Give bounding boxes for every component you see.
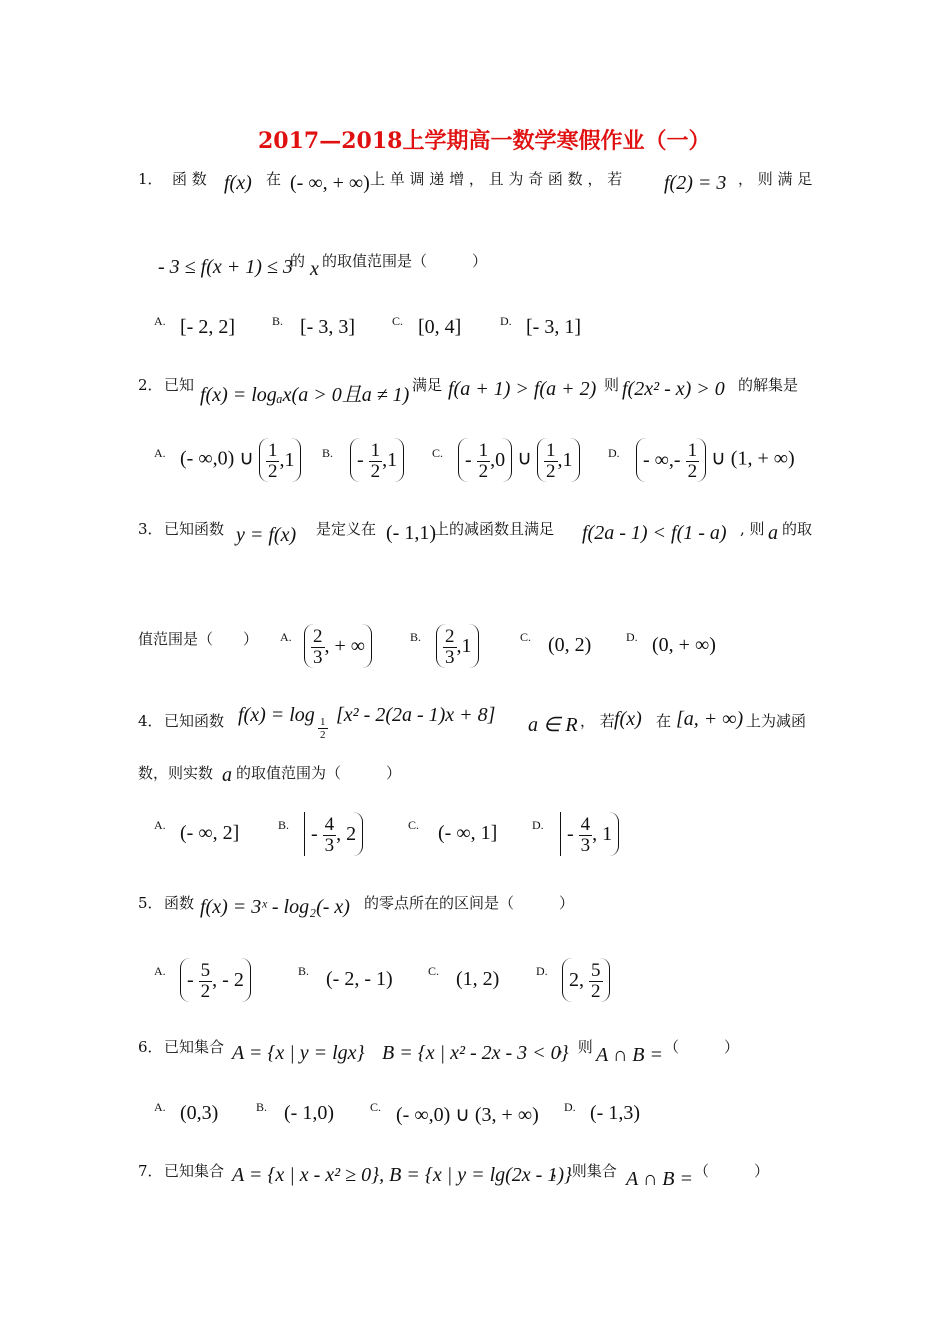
q5-option-d-label: D.: [536, 964, 548, 978]
q7-intersection: A ∩ B =: [626, 1168, 694, 1190]
q2-option-c[interactable]: - $\frac{1}{2}$ ,0 ∪ $\frac{1}{2}$ ,1: [458, 438, 580, 482]
q3-option-a-label: A.: [280, 630, 292, 644]
q6-option-b-label: B.: [256, 1100, 268, 1114]
q6-option-c-label: C.: [370, 1100, 382, 1114]
q5-option-c[interactable]: (1, 2): [456, 968, 500, 990]
q4-interval: [a, + ∞): [676, 708, 744, 730]
q4-option-c[interactable]: (- ∞, 1]: [438, 822, 498, 844]
q5-option-a-label: A.: [154, 964, 166, 978]
q3-y: y = f(x): [236, 524, 297, 546]
q2-option-c-label: C.: [432, 446, 444, 460]
q1-option-b-label: B.: [272, 314, 284, 328]
q1-text: 上 单 调 递 增 ， 且 为 奇 函 数 ， 若: [370, 170, 623, 188]
q7-number: 7．: [138, 1162, 163, 1180]
q1-inequality: - 3 ≤ f(x + 1) ≤ 3: [158, 256, 293, 278]
q2-text: 满足: [412, 376, 443, 394]
q5-text: 函数: [164, 894, 195, 912]
q5-option-d[interactable]: 2, $\frac{5}{2}$: [562, 958, 610, 1002]
q6-set-b: B = {x | x² - 2x - 3 < 0}: [382, 1042, 569, 1064]
q1-option-b[interactable]: [- 3, 3]: [300, 316, 355, 338]
q6-paren: （ ）: [664, 1038, 740, 1056]
q6-option-b[interactable]: (- 1,0): [284, 1102, 334, 1124]
q1-interval: (- ∞, + ∞): [290, 172, 370, 194]
q4-option-d-label: D.: [532, 818, 544, 832]
q5-text: 的零点所在的区间是（ ）: [364, 894, 575, 912]
q6-option-d[interactable]: (- 1,3): [590, 1102, 640, 1124]
q3-text: 值范围是（ ）: [138, 630, 259, 648]
q3-a: a: [768, 522, 778, 544]
q6-text: 已知集合: [164, 1038, 225, 1056]
q4-a-in-r: a ∈ R: [528, 714, 578, 736]
q5-number: 5．: [138, 894, 163, 912]
q1-number: 1．: [138, 170, 163, 188]
q3-text: 上的减函数且满足: [434, 520, 555, 538]
q6-number: 6．: [138, 1038, 163, 1056]
q1-option-a-label: A.: [154, 314, 166, 328]
q4-text: 数，则实数: [138, 764, 214, 782]
q4-text: 上为减函: [746, 712, 807, 730]
q6-option-c[interactable]: (- ∞,0) ∪ (3, + ∞): [396, 1104, 539, 1126]
q2-option-a[interactable]: (- ∞,0) ∪ $\frac{1}{2}$ ,1: [180, 438, 301, 482]
q4-text: ， 若: [580, 712, 615, 730]
q3-option-c-label: C.: [520, 630, 532, 644]
q3-option-b[interactable]: $\frac{2}{3}$ ,1: [436, 624, 479, 668]
q2-fdef: f(x) = logₐx(a > 0且a ≠ 1): [200, 384, 410, 406]
q4-log-base: $\frac{1}{2}$: [320, 716, 326, 741]
q1-text: 的取值范围是（ ）: [322, 252, 488, 270]
q2-option-d-label: D.: [608, 446, 620, 460]
q4-option-d[interactable]: - $\frac{4}{3}$ , 1: [560, 812, 619, 856]
q7-paren: （ ）: [694, 1162, 770, 1180]
q5-fdef: f(x) = 3ˣ - log₂(- x): [200, 896, 350, 918]
q6-set-a: A = {x | y = lgx}: [232, 1042, 365, 1064]
q2-expression: f(2x² - x) > 0: [622, 378, 725, 400]
q1-text: 在: [266, 170, 282, 188]
q4-argument: [x² - 2(2a - 1)x + 8]: [336, 704, 496, 726]
q1-text: 函 数: [172, 170, 207, 188]
q4-option-b-label: B.: [278, 818, 290, 832]
q2-option-b[interactable]: - $\frac{1}{2}$ ,1: [350, 438, 404, 482]
q3-option-c[interactable]: (0, 2): [548, 634, 592, 656]
q2-number: 2．: [138, 376, 163, 394]
q1-option-c[interactable]: [0, 4]: [418, 316, 462, 338]
q2-text: 则: [604, 376, 620, 394]
q5-option-b-label: B.: [298, 964, 310, 978]
q5-option-b[interactable]: (- 2, - 1): [326, 968, 393, 990]
q3-text: , 则: [740, 520, 765, 538]
q2-option-d[interactable]: - ∞,- $\frac{1}{2}$ ∪ (1, + ∞): [636, 438, 795, 482]
q4-fdef: f(x) = log: [238, 704, 315, 726]
q1-text: 的: [290, 252, 306, 270]
q4-option-a-label: A.: [154, 818, 166, 832]
q1-f2: f(2) = 3: [664, 172, 727, 194]
q1-x: x: [310, 258, 319, 280]
q3-option-a[interactable]: $\frac{2}{3}$ , + ∞: [304, 624, 372, 668]
q3-text: 是定义在: [316, 520, 377, 538]
q1-text: ， 则 满 足: [738, 170, 813, 188]
q7-text: 已知集合: [164, 1162, 225, 1180]
q6-option-a[interactable]: (0,3): [180, 1102, 219, 1124]
q3-text: 的取: [782, 520, 813, 538]
q4-option-c-label: C.: [408, 818, 420, 832]
q3-interval: (- 1,1): [386, 522, 436, 544]
q4-fx: f(x): [614, 708, 642, 730]
q6-option-a-label: A.: [154, 1100, 166, 1114]
q2-condition: f(a + 1) > f(a + 2): [448, 378, 597, 400]
q4-a: a: [222, 764, 232, 786]
q4-text: 在: [656, 712, 672, 730]
q3-text: 已知函数: [164, 520, 225, 538]
q3-condition: f(2a - 1) < f(1 - a): [582, 522, 727, 544]
q7-sets: A = {x | x - x² ≥ 0}, B = {x | y = lg(2x - 1)}: [232, 1164, 572, 1186]
q4-number: 4．: [138, 712, 163, 730]
q7-text: ， 则集合: [552, 1162, 617, 1180]
q5-option-c-label: C.: [428, 964, 440, 978]
q4-text: 已知函数: [164, 712, 225, 730]
q2-text: 的解集是: [738, 376, 799, 394]
q1-fx: f(x): [224, 172, 252, 194]
q1-option-a[interactable]: [- 2, 2]: [180, 316, 235, 338]
q4-text: 的取值范围为（ ）: [236, 764, 402, 782]
q6-option-d-label: D.: [564, 1100, 576, 1114]
q4-option-a[interactable]: (- ∞, 2]: [180, 822, 240, 844]
q3-option-b-label: B.: [410, 630, 422, 644]
q4-option-b[interactable]: - $\frac{4}{3}$ , 2: [304, 812, 363, 856]
q2-option-a-label: A.: [154, 446, 166, 460]
q3-number: 3．: [138, 520, 163, 538]
q5-option-a[interactable]: - $\frac{5}{2}$ , - 2: [180, 958, 251, 1002]
q3-option-d[interactable]: (0, + ∞): [652, 634, 716, 656]
q2-text: 已知: [164, 376, 195, 394]
q1-option-d[interactable]: [- 3, 1]: [526, 316, 581, 338]
q3-option-d-label: D.: [626, 630, 638, 644]
q1-option-c-label: C.: [392, 314, 404, 328]
q2-option-b-label: B.: [322, 446, 334, 460]
q6-text: ， 则: [558, 1038, 593, 1056]
page-title: 2017—2018上学期高一数学寒假作业（一）: [258, 128, 711, 154]
q1-option-d-label: D.: [500, 314, 512, 328]
q6-intersection: A ∩ B =: [596, 1044, 664, 1066]
